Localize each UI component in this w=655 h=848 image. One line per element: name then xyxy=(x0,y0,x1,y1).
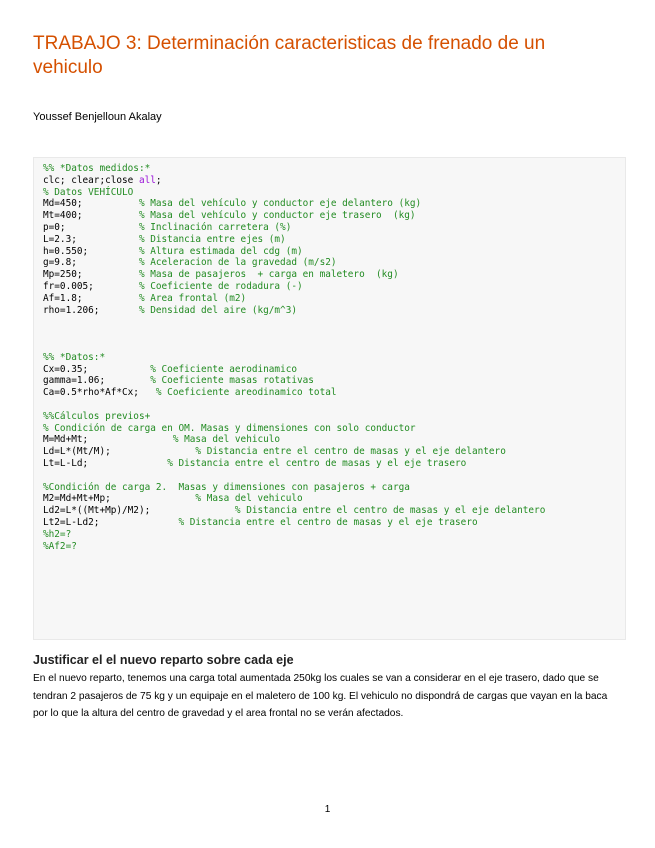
code-comment: %h2=? xyxy=(43,528,72,540)
author-name: Youssef Benjelloun Akalay xyxy=(33,111,162,123)
code-comment: % Area frontal (m2) xyxy=(138,292,247,304)
code-line xyxy=(43,246,615,258)
code-comment: % Inclinación carretera (%) xyxy=(138,221,292,233)
code-line xyxy=(43,269,615,281)
code-line xyxy=(43,423,615,435)
code-comment: % Masa del vehiculo xyxy=(195,493,303,505)
code-comment: %Condición de carga 2. Masas y dimensiones con pasajeros + carga xyxy=(43,481,410,493)
code-line xyxy=(43,257,615,269)
code-line xyxy=(43,234,615,246)
code-line xyxy=(43,458,615,470)
code-line xyxy=(43,305,615,317)
code-text: Lt=L-Ld; xyxy=(43,457,168,469)
code-comment: % Coeficiente masas rotativas xyxy=(150,375,314,387)
code-text: L=2.3; xyxy=(43,233,139,245)
code-comment: % Distancia entre el centro de masas y el eje trasero xyxy=(167,457,467,469)
code-text: gamma=1.06; xyxy=(43,375,151,387)
code-line xyxy=(43,281,615,293)
code-comment: % Densidad del aire (kg/m^3) xyxy=(138,304,297,316)
code-comment: % Masa del vehículo y conductor eje delantero (kg) xyxy=(138,198,422,210)
code-comment: % Datos VEHÍCULO xyxy=(43,186,134,198)
code-line xyxy=(43,163,615,175)
code-text: Ld2=L*((Mt+Mp)/M2); xyxy=(43,505,235,517)
code-comment: %%Cálculos previos+ xyxy=(43,410,151,422)
code-comment: % Distancia entre el centro de masas y el eje trasero xyxy=(178,516,478,528)
code-line xyxy=(43,517,615,529)
code-comment: % Aceleracion de la gravedad (m/s2) xyxy=(138,257,337,269)
code-line xyxy=(43,470,615,482)
code-line xyxy=(43,493,615,505)
code-text: M=Md+Mt; xyxy=(43,434,173,446)
document-title: TRABAJO 3: Determinación caracteristicas de frenado de un vehiculo xyxy=(33,33,546,78)
code-comment: % Coeficiente aerodinamico xyxy=(150,363,297,375)
code-comment: % Condición de carga en OM. Masas y dimensiones con solo conductor xyxy=(43,422,416,434)
code-line xyxy=(43,187,615,199)
code-line xyxy=(43,293,615,305)
code-line xyxy=(43,316,615,328)
code-text: Af=1.8; xyxy=(43,292,139,304)
code-keyword: all xyxy=(138,174,156,186)
code-comment: % Coeficiente de rodadura (-) xyxy=(138,280,303,292)
code-line xyxy=(43,175,615,187)
code-line xyxy=(43,375,615,387)
code-comment: %% *Datos:* xyxy=(43,351,106,363)
code-text: p=0; xyxy=(43,221,139,233)
code-comment: % Distancia entre el centro de masas y el eje delantero xyxy=(195,446,506,458)
code-text: Lt2=L-Ld2; xyxy=(43,516,179,528)
code-text: Cx=0.35; xyxy=(43,363,151,375)
code-text: ; xyxy=(155,174,162,186)
code-line xyxy=(43,529,615,541)
code-comment: % Masa del vehículo y conductor eje trasero (kg) xyxy=(138,210,416,222)
code-text: Md=450; xyxy=(43,198,139,210)
code-text: h=0.550; xyxy=(43,245,139,257)
body-paragraph: En el nuevo reparto, tenemos una carga total aumentada 250kg los cuales se van a considerar en el eje trasero, dado que se tendran 2 pasajeros de 75 kg y un equipaje en el maletero de 100 kg. El vehiculo no dispondrá de cargas que vayan en la baca por lo que la altura del centro de gravedad y el area frontal no se verán afectados. xyxy=(33,673,608,719)
code-comment: %% *Datos medidos:* xyxy=(43,163,151,174)
code-line xyxy=(43,399,615,411)
page-number: 1 xyxy=(324,804,331,815)
code-comment: % Masa del vehiculo xyxy=(172,434,281,446)
code-comment: %Af2=? xyxy=(43,540,77,552)
code-line xyxy=(43,446,615,458)
code-line xyxy=(43,387,615,399)
code-text: Ld=L*(Mt/M); xyxy=(43,446,196,458)
code-text: fr=0.005; xyxy=(43,280,139,292)
code-line xyxy=(43,198,615,210)
code-line xyxy=(43,328,615,340)
code-comment: % Masa de pasajeros + carga en maletero (kg) xyxy=(138,269,399,281)
code-line xyxy=(43,222,615,234)
code-line xyxy=(43,352,615,364)
code-text: Ca=0.5*rho*Af*Cx; xyxy=(43,387,156,399)
section-heading: Justificar el el nuevo reparto sobre cada eje xyxy=(33,653,294,667)
code-text: Mp=250; xyxy=(43,269,139,281)
code-block xyxy=(33,157,626,640)
code-text: M2=Md+Mt+Mp; xyxy=(43,493,196,505)
code-line xyxy=(43,482,615,494)
code-comment: % Distancia entre ejes (m) xyxy=(138,233,286,245)
code-comment: % Distancia entre el centro de masas y el eje delantero xyxy=(234,505,546,517)
code-text: clc; clear;close xyxy=(43,174,139,186)
code-line xyxy=(43,541,615,553)
code-text: g=9.8; xyxy=(43,257,139,269)
code-line xyxy=(43,411,615,423)
code-line xyxy=(43,364,615,376)
code-line xyxy=(43,210,615,222)
code-comment: % Altura estimada del cdg (m) xyxy=(138,245,303,257)
code-line xyxy=(43,434,615,446)
code-line xyxy=(43,340,615,352)
code-line xyxy=(43,505,615,517)
code-text: rho=1.206; xyxy=(43,304,139,316)
code-text: Mt=400; xyxy=(43,210,139,222)
code-comment: % Coeficiente areodinamico total xyxy=(155,387,337,399)
